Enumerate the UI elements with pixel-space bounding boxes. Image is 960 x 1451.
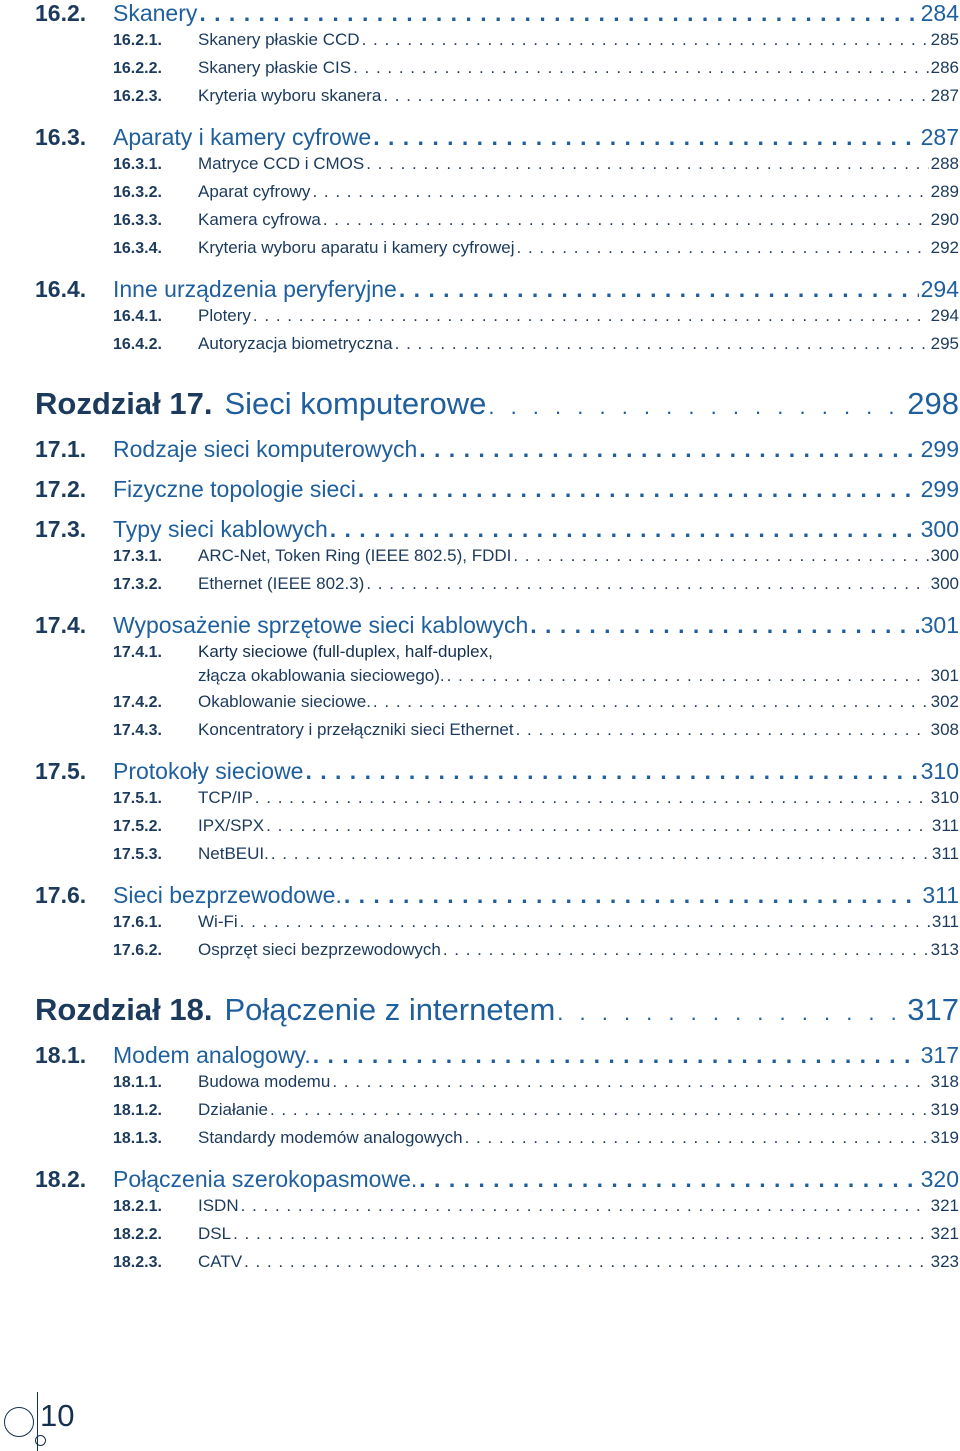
dot-leader: [244, 1252, 929, 1272]
dot-leader: [443, 940, 929, 960]
dot-leader: [362, 30, 929, 50]
table-of-contents: [35, 0, 959, 1280]
dot-leader: [557, 1000, 905, 1026]
entry-page: 313: [930, 940, 959, 959]
entry-number: 17.4.: [35, 612, 87, 638]
toc-chapter-18[interactable]: [35, 992, 959, 1032]
toc-entry-17-4-2[interactable]: [35, 692, 959, 720]
entry-number: 17.5.1.: [113, 790, 162, 807]
dot-leader: [419, 1166, 918, 1193]
chapter-page: 298: [907, 386, 959, 421]
entry-title: ARC-Net, Token Ring (IEEE 802.5), FDDI: [198, 546, 512, 565]
entry-page: 311: [931, 844, 959, 863]
entry-title: Połączenia szerokopasmowe.: [113, 1166, 418, 1192]
entry-title: Rodzaje sieci komputerowych: [113, 436, 418, 462]
entry-page: 301: [930, 666, 959, 685]
entry-page: 292: [930, 238, 959, 257]
toc-entry-18-2[interactable]: [35, 1166, 959, 1196]
entry-number: 16.4.1.: [113, 308, 162, 325]
entry-number: 16.3.4.: [113, 240, 162, 257]
entry-title: ISDN: [198, 1196, 239, 1215]
dot-leader: [399, 276, 919, 303]
toc-entry-16-2[interactable]: [35, 0, 959, 30]
entry-title: Standardy modemów analogowych: [198, 1128, 463, 1147]
entry-page: 308: [930, 720, 959, 739]
entry-title: CATV: [198, 1252, 243, 1271]
entry-number: 18.2.: [35, 1166, 87, 1192]
entry-title: Plotery: [198, 306, 251, 325]
entry-page: 286: [930, 58, 959, 77]
entry-title: Sieci bezprzewodowe.: [113, 882, 342, 908]
entry-number: 16.3.: [35, 124, 87, 150]
toc-entry-18-2-3[interactable]: [35, 1252, 959, 1280]
toc-entry-17-5[interactable]: [35, 758, 959, 788]
entry-page: 321: [930, 1224, 959, 1243]
dot-leader: [240, 912, 930, 932]
entry-number: 16.2.2.: [113, 60, 162, 77]
entry-number: 17.6.1.: [113, 914, 162, 931]
entry-number: 17.6.2.: [113, 942, 162, 959]
entry-page: 289: [930, 182, 959, 201]
entry-number: 17.3.: [35, 516, 87, 542]
toc-entry-17-6-2[interactable]: [35, 940, 959, 968]
entry-number: 18.1.2.: [113, 1102, 162, 1119]
dot-leader: [530, 612, 918, 639]
entry-number: 17.5.: [35, 758, 87, 784]
dot-leader: [419, 436, 918, 463]
entry-title: NetBEUI.: [198, 844, 269, 863]
entry-title: Kryteria wyboru skanera: [198, 86, 382, 105]
entry-title: Skanery: [113, 0, 198, 26]
entry-page: 319: [930, 1100, 959, 1119]
entry-page: 299: [920, 476, 959, 502]
entry-page: 287: [920, 124, 959, 150]
entry-page: 300: [930, 546, 959, 565]
entry-number: 18.1.1.: [113, 1074, 162, 1091]
entry-number: 17.6.: [35, 882, 87, 908]
toc-entry-17-5-1[interactable]: [35, 788, 959, 816]
entry-number: 16.2.1.: [113, 32, 162, 49]
toc-entry-18-1-3[interactable]: [35, 1128, 959, 1156]
toc-entry-16-4[interactable]: [35, 276, 959, 306]
dot-leader: [266, 816, 930, 836]
toc-entry-17-4-1-head[interactable]: [35, 642, 959, 666]
entry-title: Matryce CCD i CMOS: [198, 154, 365, 173]
entry-number: 16.4.2.: [113, 336, 162, 353]
entry-page: 311: [931, 816, 959, 835]
entry-number: 17.3.1.: [113, 548, 162, 565]
dot-leader: [233, 1224, 929, 1244]
entry-title: DSL: [198, 1224, 232, 1243]
dot-leader: [373, 692, 929, 712]
toc-entry-17-3-2[interactable]: [35, 574, 959, 602]
footer-divider: [37, 1392, 38, 1451]
dot-leader: [395, 334, 929, 354]
entry-title: Okablowanie sieciowe.: [198, 692, 371, 711]
toc-entry-17-4[interactable]: [35, 612, 959, 642]
entry-title: Koncentratory i przełączniki sieci Ethernet: [198, 720, 514, 739]
entry-title: Aparat cyfrowy: [198, 182, 311, 201]
entry-page: 320: [920, 1166, 959, 1192]
entry-title: IPX/SPX: [198, 816, 265, 835]
entry-number: 16.3.2.: [113, 184, 162, 201]
entry-page: 299: [920, 436, 959, 462]
entry-number: 16.3.1.: [113, 156, 162, 173]
toc-entry-17-5-3[interactable]: [35, 844, 959, 872]
entry-number: 18.1.3.: [113, 1130, 162, 1147]
dot-leader: [313, 1042, 919, 1069]
dot-leader: [323, 210, 929, 230]
dot-leader: [516, 720, 929, 740]
entry-page: 302: [930, 692, 959, 711]
toc-entry-16-3[interactable]: [35, 124, 959, 154]
toc-entry-18-1[interactable]: [35, 1042, 959, 1072]
toc-entry-17-4-3[interactable]: [35, 720, 959, 748]
entry-number: 17.4.1.: [113, 644, 162, 661]
entry-number: 17.3.2.: [113, 576, 162, 593]
entry-number: 18.2.3.: [113, 1254, 162, 1271]
entry-title: Budowa modemu: [198, 1072, 331, 1091]
toc-entry-17-6-1[interactable]: [35, 912, 959, 940]
toc-entry-16-3-1[interactable]: [35, 154, 959, 182]
entry-page: 290: [930, 210, 959, 229]
entry-title-line1: Karty sieciowe (full-duplex, half-duplex,: [198, 642, 493, 661]
entry-title: Wi-Fi: [198, 912, 238, 931]
entry-page: 300: [930, 574, 959, 593]
toc-entry-16-3-3[interactable]: [35, 210, 959, 238]
entry-page: 294: [920, 276, 959, 302]
entry-title: Osprzęt sieci bezprzewodowych: [198, 940, 441, 959]
entry-title: Aparaty i kamery cyfrowe: [113, 124, 372, 150]
dot-leader: [344, 882, 920, 909]
entry-title-line2: złącza okablowania sieciowego).: [198, 666, 445, 685]
entry-title: Skanery płaskie CIS: [198, 58, 352, 77]
toc-entry-17-2[interactable]: [35, 476, 959, 506]
dot-leader: [366, 154, 928, 174]
entry-page: 285: [930, 30, 959, 49]
dot-leader: [447, 666, 929, 686]
toc-entry-18-1-1[interactable]: [35, 1072, 959, 1100]
toc-entry-18-2-1[interactable]: [35, 1196, 959, 1224]
entry-number: 18.1.: [35, 1042, 87, 1068]
entry-number: 17.5.2.: [113, 818, 162, 835]
entry-page: 300: [920, 516, 959, 542]
dot-leader: [305, 758, 918, 785]
dot-leader: [383, 86, 928, 106]
toc-entry-17-3[interactable]: [35, 516, 959, 546]
toc-entry-18-2-2[interactable]: [35, 1224, 959, 1252]
entry-number: 17.4.2.: [113, 694, 162, 711]
entry-number: 16.3.3.: [113, 212, 162, 229]
entry-page: 310: [930, 788, 959, 807]
entry-number: 17.1.: [35, 436, 87, 462]
chapter-number: Rozdział 18.: [35, 992, 213, 1027]
entry-title: Modem analogowy.: [113, 1042, 311, 1068]
entry-page: 317: [920, 1042, 959, 1068]
entry-title: Wyposażenie sprzętowe sieci kablowych: [113, 612, 529, 638]
entry-title: TCP/IP: [198, 788, 253, 807]
chapter-title: Sieci komputerowe: [224, 386, 487, 421]
entry-page: 301: [920, 612, 959, 638]
entry-number: 17.5.3.: [113, 846, 162, 863]
entry-title: Protokoły sieciowe: [113, 758, 304, 784]
entry-title: Typy sieci kablowych: [113, 516, 328, 542]
dot-leader: [199, 0, 918, 27]
dot-leader: [353, 58, 929, 78]
toc-entry-16-3-4[interactable]: [35, 238, 959, 266]
dot-leader: [253, 306, 929, 326]
dot-leader: [270, 1100, 929, 1120]
dot-leader: [332, 1072, 928, 1092]
dot-leader: [513, 546, 928, 566]
entry-title: Ethernet (IEEE 802.3): [198, 574, 365, 593]
toc-entry-17-3-1[interactable]: [35, 546, 959, 574]
toc-entry-16-4-2[interactable]: [35, 334, 959, 362]
dot-leader: [241, 1196, 929, 1216]
toc-entry-16-2-3[interactable]: [35, 86, 959, 114]
toc-chapter-17[interactable]: [35, 386, 959, 426]
toc-entry-18-1-2[interactable]: [35, 1100, 959, 1128]
page-footer: [0, 1392, 120, 1451]
entry-number: 18.2.2.: [113, 1226, 162, 1243]
entry-title: Kamera cyfrowa: [198, 210, 321, 229]
toc-entry-17-4-1-tail[interactable]: [35, 666, 959, 692]
entry-page: 318: [930, 1072, 959, 1091]
entry-page: 284: [920, 0, 959, 26]
entry-number: 16.2.: [35, 0, 87, 26]
entry-number: 17.2.: [35, 476, 87, 502]
entry-page: 310: [920, 758, 959, 784]
entry-title: Autoryzacja biometryczna: [198, 334, 393, 353]
entry-title: Kryteria wyboru aparatu i kamery cyfrowej: [198, 238, 515, 257]
dot-leader: [373, 124, 918, 151]
dot-leader: [312, 182, 928, 202]
chapter-number: Rozdział 17.: [35, 386, 213, 421]
toc-entry-16-4-1[interactable]: [35, 306, 959, 334]
chapter-title: Połączenie z internetem: [224, 992, 556, 1027]
dot-leader: [271, 844, 930, 864]
decorative-circle-icon: [4, 1407, 34, 1437]
entry-page: 295: [930, 334, 959, 353]
entry-page: 311: [922, 882, 959, 908]
entry-number: 18.2.1.: [113, 1198, 162, 1215]
entry-title: Działanie: [198, 1100, 268, 1119]
dot-leader: [517, 238, 929, 258]
dot-leader: [488, 394, 905, 420]
entry-title: Inne urządzenia peryferyjne: [113, 276, 397, 302]
page-number: 10: [40, 1398, 75, 1433]
entry-number: 16.2.3.: [113, 88, 162, 105]
entry-title: Skanery płaskie CCD: [198, 30, 360, 49]
entry-page: 288: [930, 154, 959, 173]
toc-entry-17-1[interactable]: [35, 436, 959, 466]
entry-title: Fizyczne topologie sieci: [113, 476, 356, 502]
entry-number: 17.4.3.: [113, 722, 162, 739]
toc-entry-17-5-2[interactable]: [35, 816, 959, 844]
toc-entry-16-3-2[interactable]: [35, 182, 959, 210]
dot-leader: [255, 788, 929, 808]
toc-entry-17-6[interactable]: [35, 882, 959, 912]
entry-page: 311: [931, 912, 959, 931]
entry-number: 16.4.: [35, 276, 87, 302]
entry-page: 321: [930, 1196, 959, 1215]
dot-leader: [330, 516, 919, 543]
entry-page: 294: [930, 306, 959, 325]
dot-leader: [358, 476, 919, 503]
entry-page: 319: [930, 1128, 959, 1147]
toc-entry-16-2-2[interactable]: [35, 58, 959, 86]
dot-leader: [366, 574, 928, 594]
entry-page: 323: [930, 1252, 959, 1271]
dot-leader: [465, 1128, 929, 1148]
toc-entry-16-2-1[interactable]: [35, 30, 959, 58]
chapter-page: 317: [907, 992, 959, 1027]
entry-page: 287: [930, 86, 959, 105]
